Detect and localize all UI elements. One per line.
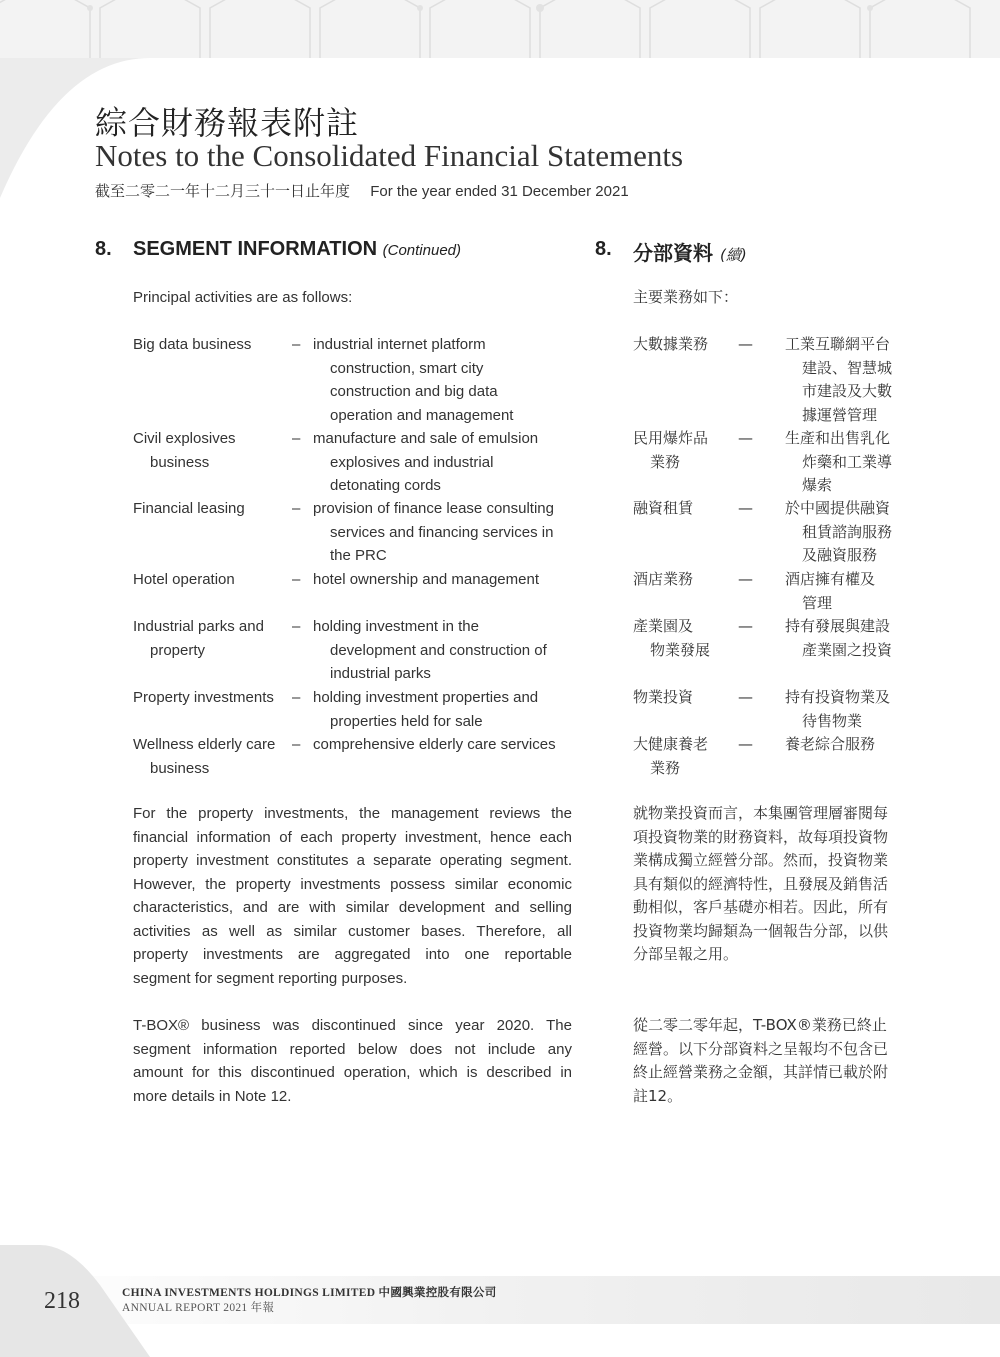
activity-dash-zh: — [738, 570, 753, 588]
page-number: 218 [44, 1288, 80, 1314]
intro-text-zh: 主要業務如下： [633, 288, 739, 306]
activity-name-zh: 民用爆炸品 業務 [633, 429, 709, 471]
activity-desc-zh: 酒店擁有權及 管理 [785, 570, 876, 612]
section-title-en: SEGMENT INFORMATION [133, 238, 378, 260]
activity-dash-en: – [292, 336, 301, 353]
subtitle-chinese: 截至二零二一年十二月三十一日止年度 [95, 182, 351, 200]
activity-desc-zh: 生產和出售乳化 炸藥和工業導 爆索 [785, 429, 893, 494]
page-title-english: Notes to the Consolidated Financial Statements [95, 138, 684, 173]
activity-name-en: Financial leasing [133, 500, 245, 517]
activity-dash-en: – [292, 618, 301, 635]
activity-name-zh: 大數據業務 [633, 335, 709, 353]
activity-desc-en: holding investment properties and properties held for sale [313, 689, 539, 730]
paragraph-tbox-zh: 從二零二零年起，T-BOX®業務已終止 經營。以下分部資料之呈報均不包含已 終止經營業務之金額，其詳情已載於附 註12。 [633, 1016, 889, 1105]
activity-desc-en: manufacture and sale of emulsion explosives and industrial detonating cords [313, 430, 539, 494]
activity-desc-zh: 工業互聯網平台 建設、智慧城 市建設及大數 據運營管理 [785, 335, 893, 424]
activity-name-zh: 產業園及 物業發展 [633, 617, 711, 659]
activity-desc-en: holding investment in the development and construction of industrial parks [313, 618, 547, 682]
activity-name-en: Hotel operation [133, 571, 235, 588]
activity-desc-en: industrial internet platform construction, smart city construction and big data operation and management [313, 336, 514, 424]
page-subtitle [95, 180, 629, 201]
page-title-chinese: 綜合財務報表附註 [95, 104, 360, 142]
activity-name-en: Big data business [133, 336, 252, 353]
intro-text-en: Principal activities are as follows: [133, 289, 353, 306]
activity-name-en: Wellness elderly care business [133, 736, 276, 777]
continued-label-en: (Continued) [382, 242, 462, 259]
activity-desc-zh: 於中國提供融資 租賃諮詢服務 及融資服務 [785, 499, 893, 564]
activity-desc-zh: 持有發展與建設 產業園之投資 [785, 617, 893, 659]
section-heading-en [133, 238, 461, 261]
section-title-zh: 分部資料 [633, 241, 713, 265]
activity-dash-en: – [292, 500, 301, 517]
paragraph-property-investments-zh: 就物業投資而言，本集團管理層審閱每 項投資物業的財務資料，故每項投資物 業構成獨立經營分部。然而，投資物業 具有類似的經濟特性，且發展及銷售活 動相似，客戶基礎亦相若。因此，所有 投資物業均歸類為一個報告分部，以供 分部呈報之用。 [633, 804, 889, 963]
activity-dash-zh: — [738, 335, 753, 353]
activity-dash-zh: — [738, 499, 753, 517]
activity-dash-zh: — [738, 688, 753, 706]
footer-company-name: CHINA INVESTMENTS HOLDINGS LIMITED 中國興業控股有限公司 [122, 1287, 497, 1299]
activity-dash-zh: — [738, 617, 753, 635]
activity-name-en: Civil explosives business [133, 430, 236, 471]
activity-name-zh: 融資租賃 [633, 499, 694, 517]
subtitle-english: For the year ended 31 December 2021 [370, 183, 629, 200]
activity-name-zh: 酒店業務 [633, 570, 694, 588]
paragraph-tbox-en: T-BOX® business was discontinued since year 2020. The segment information reported below does not include any amount for this discontinued operation, which is described in more details in Note 12. [133, 1017, 572, 1105]
activity-name-en: Industrial parks and property [133, 618, 264, 659]
activity-dash-en: – [292, 689, 301, 706]
section-number-zh: 8. [595, 238, 612, 260]
footer-report-name: ANNUAL REPORT 2021 年報 [122, 1302, 275, 1314]
paragraph-property-investments-en: For the property investments, the management reviews the financial information of each property investment, hence each property investment constitutes a separate operating segment. However, the property investments possess similar economic characteristics, and are with similar development and selling activities as well as similar customer bases. Therefore, all property investments are aggregated into one reportable segment for segment reporting purposes. [133, 805, 572, 987]
activity-name-zh: 大健康養老 業務 [633, 735, 709, 777]
activity-dash-en: – [292, 736, 301, 753]
activity-dash-en: – [292, 430, 301, 447]
activity-dash-zh: — [738, 429, 753, 447]
activity-desc-en: hotel ownership and management [313, 571, 539, 588]
activity-desc-zh: 養老綜合服務 [785, 735, 876, 753]
activity-dash-en: – [292, 571, 301, 588]
section-number-en: 8. [95, 238, 112, 260]
activity-desc-en: provision of finance lease consulting services and financing services in the PRC [313, 500, 554, 564]
continued-label-zh: (續) [719, 246, 747, 264]
activity-desc-zh: 持有投資物業及 待售物業 [785, 688, 891, 730]
activity-name-zh: 物業投資 [633, 688, 694, 706]
activity-name-en: Property investments [133, 689, 274, 706]
section-heading-zh [633, 237, 747, 266]
activity-dash-zh: — [738, 735, 753, 753]
activity-desc-en: comprehensive elderly care services [313, 736, 556, 753]
